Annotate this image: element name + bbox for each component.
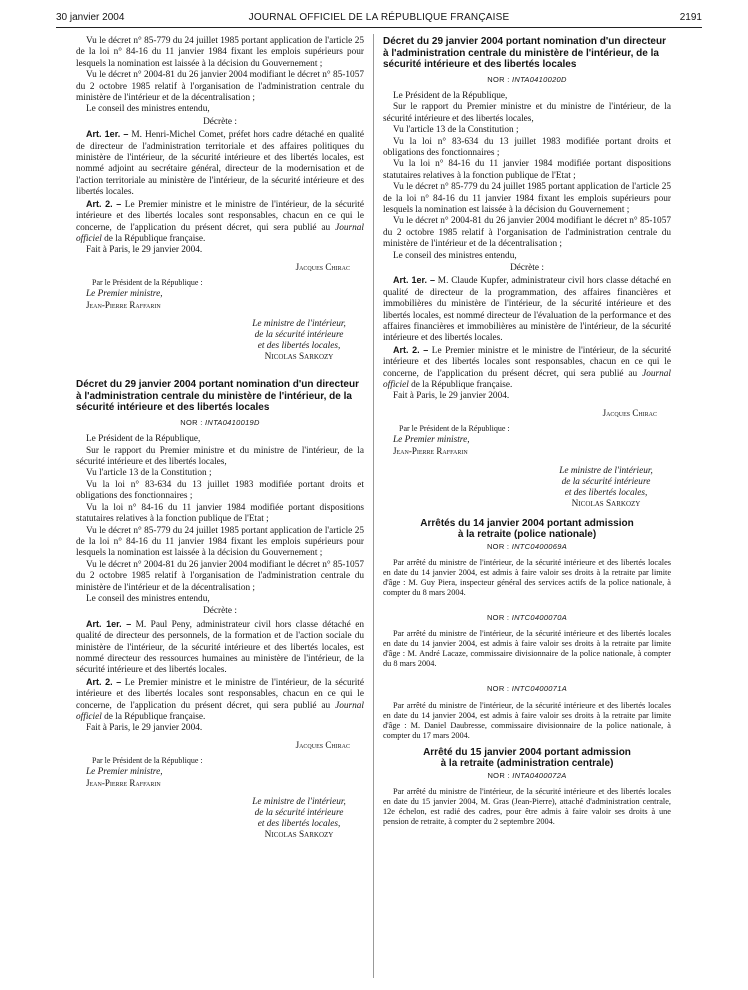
nor-code: INTA0400072A (512, 770, 567, 780)
minister-title: Le ministre de l'intérieur, (252, 319, 346, 330)
visa: Sur le rapport du Premier ministre et du ministre de l'intérieur, de la sécurité intérieure et des libertés locales, (76, 445, 364, 468)
decrete-label: Décrète : (510, 263, 544, 273)
article-label: Art. 1er. – (86, 129, 129, 140)
visa: Vu la loi n° 84-16 du 11 janvier 1984 modifiée portant dispositions statutaires relatives à la fonction publique de l'Etat ; (76, 502, 364, 525)
president-signature: Jacques Chirac (295, 739, 350, 750)
article-label: Art. 2. – (86, 676, 122, 687)
article-label: Art. 2. – (393, 344, 429, 355)
minister-title: et des libertés locales, (257, 341, 341, 352)
arrete-title (383, 518, 671, 541)
arrete-text: Par arrêté du ministre de l'intérieur, de la sécurité intérieure et des libertés locales en date du 14 janvier 2004, est admis à faire valoir ses droits à la retraite par limite d'âge : M. André Lacaze, commissaire divisionnaire de la police nationale, à compter du 8 mars 2004. (383, 629, 671, 669)
minister-name: Nicolas Sarkozy (264, 830, 334, 841)
visa: Vu l'article 13 de la Constitution ; (393, 125, 519, 136)
nor-code: INTC0400069A (511, 541, 568, 551)
article-1 (383, 275, 671, 344)
article-label: Art. 1er. – (86, 618, 132, 629)
article-label: Art. 1er. – (393, 275, 435, 286)
nor-code: INTA0410020D (511, 74, 567, 84)
minister-name: Nicolas Sarkozy (264, 352, 334, 363)
visa: Vu l'article 13 de la Constitution ; (86, 468, 212, 479)
article-text: de la République française. (104, 712, 206, 722)
arrete-title-line: Arrêté du 15 janvier 2004 portant admission (423, 746, 631, 758)
pm-label: Le Premier ministre, (86, 288, 163, 299)
nor-code: INTC0400071A (511, 684, 568, 694)
article-text: M. Henri-Michel Comet, préfet hors cadre détaché en qualité de directeur de l'administration territoriale et des affaires politiques du ministère de l'intérieur, de la sécurité intérieure et des libertés locales, est nommé adjoint au secrétaire général, directeur de la modernisation et de l'action territoriale au ministère de l'intérieur, de la sécurité intérieure et des libertés locales. (76, 130, 365, 198)
article-text: de la République française. (104, 233, 206, 244)
nor-label: NOR : (487, 770, 510, 780)
visa: Vu le décret n° 2004-81 du 26 janvier 2004 modifiant le décret n° 85-1057 du 2 octobre 1985 relatif à l'organisation de l'administration centrale du ministère de l'intérieur et de la décentralisation ; (76, 559, 364, 593)
visa: Vu le décret n° 2004-81 du 26 janvier 2004 modifiant le décret n° 85-1057 du 2 octobre 1985 relatif à l'organisation de l'administration centrale du ministère de l'intérieur et de la décentralisation ; (76, 70, 364, 104)
article-text: Le Premier ministre et le ministre de l'intérieur, de la sécurité intérieure et des libertés locales sont responsables, chacun en ce qui le concerne, de l'application du présent décret, qui sera publié au (383, 345, 672, 379)
visa: Le Président de la République, (393, 90, 508, 101)
nor-label: NOR : (486, 541, 510, 551)
minister-title: de la sécurité intérieure (561, 476, 651, 487)
pm-name: Jean-Pierre Raffarin (86, 778, 161, 789)
decree-title: Décret du 29 janvier 2004 portant nomination d'un directeur à l'administration centrale du ministère de l'intérieur, de la sécurité intérieure et des libertés locales (383, 36, 666, 70)
nor-reference (383, 74, 671, 85)
minister-title: et des libertés locales, (257, 819, 341, 830)
visa: Vu la loi n° 84-16 du 11 janvier 1984 modifiée portant dispositions statutaires relatives à la fonction publique de l'Etat ; (383, 159, 671, 181)
pm-name: Jean-Pierre Raffarin (393, 446, 468, 457)
visa: Le conseil des ministres entendu, (86, 104, 210, 115)
visa: Vu le décret n° 85-779 du 24 juillet 1985 portant application de l'article 25 de la loi n° 84-16 du 11 janvier 1984 fixant les emplois supérieurs pour lesquels la nomination est laissée à la décision du Gouvernement ; (76, 36, 364, 69)
article-1 (76, 129, 364, 198)
article-text: M. Claude Kupfer, administrateur civil hors classe détaché en qualité de directeur de la programmation, des affaires financières et immobilières du ministère de l'intérieur, de la sécurité intérieure et des libertés locales, est nommé directeur de l'évaluation de la performance et des affaires financières et immobilières au ministère de l'intérieur, de la sécurité intérieure et des libertés locales. (383, 276, 672, 344)
article-text: de la République française. (411, 380, 513, 391)
nor-label: NOR : (487, 74, 510, 84)
arrete-title-line: à la retraite (administration centrale) (440, 758, 614, 770)
journal-officiel: Journal officiel (76, 700, 364, 722)
minister-title: Le ministre de l'intérieur, (252, 797, 346, 808)
article-text: Le Premier ministre et le ministre de l'intérieur, de la sécurité intérieure et des libertés locales sont responsables, chacun en ce qui le concerne, de l'application du présent décret, qui sera publié au (76, 677, 365, 711)
article-2 (76, 677, 364, 724)
pm-name: Jean-Pierre Raffarin (86, 299, 161, 310)
article-2 (76, 199, 364, 246)
article-1 (76, 619, 364, 677)
spacer (76, 365, 364, 379)
header-journal-title: JOURNAL OFFICIEL DE LA RÉPUBLIQUE FRANÇAISE (248, 12, 510, 23)
journal-officiel: Journal officiel (76, 222, 364, 244)
arrete-title-line: Arrêtés du 14 janvier 2004 portant admission (420, 517, 634, 529)
arretes-police-section (383, 518, 671, 741)
visa: Vu la loi n° 83-634 du 13 juillet 1983 modifiée portant droits et obligations des fonctionnaires ; (76, 479, 364, 502)
par-president: Par le Président de la République : (399, 424, 510, 434)
nor-label: NOR : (486, 612, 510, 622)
arrete-title (383, 747, 671, 770)
president-signature: Jacques Chirac (295, 261, 350, 272)
minister-title: et des libertés locales, (564, 487, 648, 498)
decrete-label: Décrète : (203, 606, 237, 617)
pm-label: Le Premier ministre, (86, 766, 163, 777)
decrete-label: Décrète : (203, 116, 237, 127)
visa: Le conseil des ministres entendu, (393, 250, 517, 261)
visa: Sur le rapport du Premier ministre et du ministre de l'intérieur, de la sécurité intérieure et des libertés locales, (383, 102, 671, 124)
nor-code: INTA0410019D (204, 417, 260, 427)
nor-label: NOR : (486, 684, 510, 694)
header-page-number: 2191 (679, 12, 702, 23)
left-column (76, 36, 364, 843)
nor-label: NOR : (180, 417, 203, 427)
nor-code: INTC0400070A (511, 612, 568, 622)
journal-officiel: Journal officiel (383, 368, 671, 391)
column-divider (373, 34, 374, 978)
fait-line: Fait à Paris, le 29 janvier 2004. (86, 245, 203, 256)
arrete-admin-section (383, 747, 671, 827)
visa: Le Président de la République, (86, 434, 201, 445)
nor-reference (76, 417, 364, 428)
header-rule (56, 27, 702, 28)
visa: Le conseil des ministres entendu, (86, 593, 210, 604)
minister-title: de la sécurité intérieure (254, 330, 344, 341)
par-president: Par le Président de la République : (92, 756, 203, 766)
minister-signature (383, 466, 671, 510)
visa: Vu la loi n° 83-634 du 13 juillet 1983 modifiée portant droits et obligations des fonctionnaires ; (383, 136, 671, 158)
president-signature: Jacques Chirac (602, 407, 657, 418)
fait-line: Fait à Paris, le 29 janvier 2004. (393, 391, 510, 402)
article-text: Le Premier ministre et le ministre de l'intérieur, de la sécurité intérieure et des libertés locales sont responsables, chacun en ce qui le concerne, de l'application du présent décret, qui sera publié au (76, 199, 365, 233)
article-label: Art. 2. – (86, 198, 122, 209)
article-2 (383, 345, 671, 392)
par-president: Par le Président de la République : (92, 278, 203, 288)
pm-label: Le Premier ministre, (393, 434, 470, 445)
visa: Vu le décret n° 85-779 du 24 juillet 1985 portant application de l'article 25 de la loi n° 84-16 du 11 janvier 1984 fixant les emplois supérieurs pour lesquels la nomination est laissée à la décision du Gouvernement ; (76, 525, 364, 559)
visa: Vu le décret n° 2004-81 du 26 janvier 2004 modifiant le décret n° 85-1057 du 2 octobre 1985 relatif à l'organisation de l'administration centrale du ministère de l'intérieur et de la décentralisation ; (383, 216, 671, 250)
nor-reference (383, 541, 671, 552)
minister-title: Le ministre de l'intérieur, (559, 465, 653, 476)
nor-reference (383, 683, 671, 694)
arrete-text: Par arrêté du ministre de l'intérieur, de la sécurité intérieure et des libertés locales en date du 14 janvier 2004, est admis à faire valoir ses droits à la retraite par limite d'âge : M. Daniel Daubresse, commissaire divisionnaire de la police nationale, à compter du 17 mars 2004. (383, 700, 671, 740)
article-text: M. Paul Peny, administrateur civil hors classe détaché en qualité de directeur des personnels, de la formation et de l'action sociale du ministère de l'intérieur, de la sécurité intérieure et des libertés locales, est nommé directeur des ressources humaines au ministère de l'intérieur, de la sécurité intérieure et des libertés locales. (76, 619, 364, 676)
arrete-title-line: à la retraite (police nationale) (457, 529, 597, 540)
minister-signature (76, 797, 364, 841)
minister-name: Nicolas Sarkozy (571, 498, 641, 509)
arrete-text: Par arrêté du ministre de l'intérieur, de la sécurité intérieure et des libertés locales en date du 14 janvier 2004, est admis à faire valoir ses droits à la retraite par limite d'âge : M. Guy Piera, inspecteur général des services actifs de la police nationale, à compter du 8 mars 2004. (383, 557, 671, 597)
page-header (56, 10, 702, 26)
minister-title: de la sécurité intérieure (254, 808, 344, 819)
arrete-text: Par arrêté du ministre de l'intérieur, de la sécurité intérieure et des libertés locales en date du 15 janvier 2004, M. Gras (Jean-Pierre), attaché d'administration centrale, 12e échelon, est radié des cadres, pour être admis à faire valoir ses droits à une pension de retraite, à compter du 2 septembre 2004. (383, 787, 671, 827)
nor-reference (383, 770, 671, 781)
decree-title: Décret du 29 janvier 2004 portant nomination d'un directeur à l'administration centrale du ministère de l'intérieur, de la sécurité intérieure et des libertés locales (76, 379, 359, 414)
visa: Vu le décret n° 85-779 du 24 juillet 1985 portant application de l'article 25 de la loi n° 84-16 du 11 janvier 1984 fixant les emplois supérieurs pour lesquels la nomination est laissée à la décision du Gouvernement ; (383, 182, 671, 215)
header-date: 30 janvier 2004 (56, 12, 125, 23)
fait-line: Fait à Paris, le 29 janvier 2004. (86, 723, 203, 734)
right-column (383, 36, 671, 827)
minister-signature (76, 319, 364, 363)
nor-reference (383, 612, 671, 623)
